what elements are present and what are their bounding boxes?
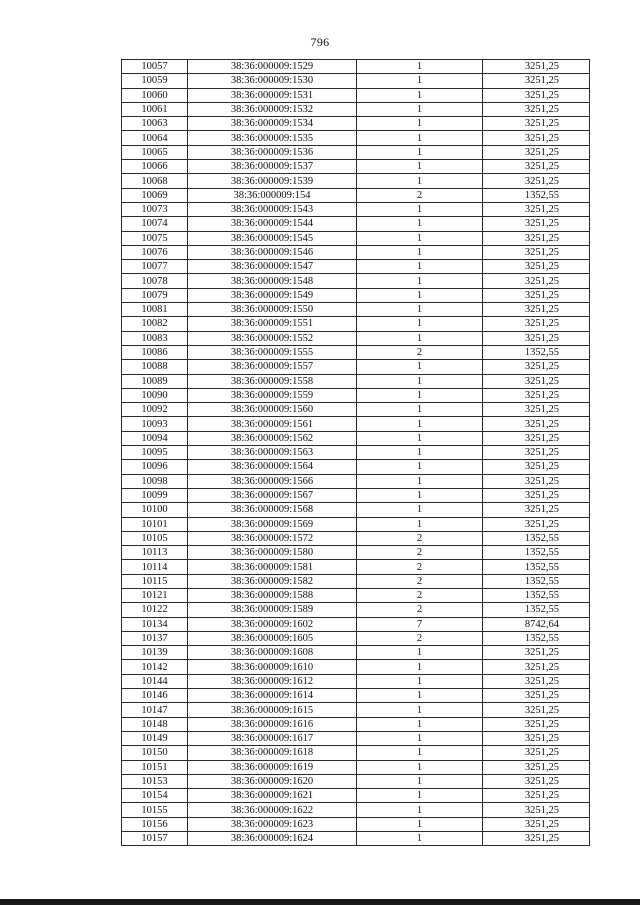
cadastral-number-cell: 38:36:000009:1555 (188, 345, 357, 359)
share-count-cell: 1 (357, 674, 483, 688)
cadastral-number-cell: 38:36:000009:1562 (188, 431, 357, 445)
record-number-cell: 10155 (122, 803, 188, 817)
record-number-cell: 10147 (122, 703, 188, 717)
area-value-cell: 3251,25 (483, 817, 590, 831)
record-number-cell: 10122 (122, 603, 188, 617)
table-row (122, 703, 590, 717)
area-value-cell: 3251,25 (483, 331, 590, 345)
record-number-cell: 10082 (122, 317, 188, 331)
share-count-cell: 1 (357, 774, 483, 788)
table-row (122, 588, 590, 602)
share-count-cell: 1 (357, 374, 483, 388)
record-number-cell: 10154 (122, 789, 188, 803)
record-number-cell: 10092 (122, 403, 188, 417)
area-value-cell: 3251,25 (483, 446, 590, 460)
record-number-cell: 10064 (122, 131, 188, 145)
table-row (122, 689, 590, 703)
record-number-cell: 10078 (122, 274, 188, 288)
record-number-cell: 10137 (122, 631, 188, 645)
record-number-cell: 10059 (122, 74, 188, 88)
cadastral-number-cell: 38:36:000009:1610 (188, 660, 357, 674)
record-number-cell: 10144 (122, 674, 188, 688)
cadastral-number-cell: 38:36:000009:1531 (188, 88, 357, 102)
area-value-cell: 3251,25 (483, 488, 590, 502)
cadastral-number-cell: 38:36:000009:1568 (188, 503, 357, 517)
cadastral-number-cell: 38:36:000009:1548 (188, 274, 357, 288)
share-count-cell: 1 (357, 160, 483, 174)
share-count-cell: 1 (357, 660, 483, 674)
cadastral-number-cell: 38:36:000009:1544 (188, 217, 357, 231)
record-number-cell: 10093 (122, 417, 188, 431)
record-number-cell: 10105 (122, 531, 188, 545)
record-number-cell: 10089 (122, 374, 188, 388)
table-row (122, 317, 590, 331)
share-count-cell: 7 (357, 617, 483, 631)
share-count-cell: 1 (357, 145, 483, 159)
table-row (122, 303, 590, 317)
area-value-cell: 3251,25 (483, 145, 590, 159)
record-number-cell: 10146 (122, 689, 188, 703)
table-row (122, 546, 590, 560)
share-count-cell: 2 (357, 574, 483, 588)
cadastral-number-cell: 38:36:000009:1549 (188, 288, 357, 302)
cadastral-number-cell: 38:36:000009:1624 (188, 832, 357, 846)
cadastral-number-cell: 38:36:000009:1530 (188, 74, 357, 88)
table-row (122, 331, 590, 345)
table-row (122, 131, 590, 145)
record-number-cell: 10153 (122, 774, 188, 788)
table-row (122, 388, 590, 402)
record-number-cell: 10069 (122, 188, 188, 202)
cadastral-number-cell: 38:36:000009:1582 (188, 574, 357, 588)
cadastral-number-cell: 38:36:000009:1560 (188, 403, 357, 417)
area-value-cell: 3251,25 (483, 689, 590, 703)
record-number-cell: 10099 (122, 488, 188, 502)
table-row (122, 517, 590, 531)
share-count-cell: 1 (357, 331, 483, 345)
table-row (122, 231, 590, 245)
area-value-cell: 3251,25 (483, 474, 590, 488)
record-number-cell: 10148 (122, 717, 188, 731)
share-count-cell: 1 (357, 503, 483, 517)
record-number-cell: 10139 (122, 646, 188, 660)
record-number-cell: 10057 (122, 60, 188, 74)
area-value-cell: 3251,25 (483, 174, 590, 188)
share-count-cell: 1 (357, 60, 483, 74)
share-count-cell: 1 (357, 388, 483, 402)
record-number-cell: 10081 (122, 303, 188, 317)
record-number-cell: 10094 (122, 431, 188, 445)
record-number-cell: 10095 (122, 446, 188, 460)
area-value-cell: 1352,55 (483, 574, 590, 588)
table-row (122, 474, 590, 488)
cadastral-number-cell: 38:36:000009:1532 (188, 102, 357, 116)
table-row (122, 217, 590, 231)
cadastral-number-cell: 38:36:000009:1605 (188, 631, 357, 645)
record-number-cell: 10068 (122, 174, 188, 188)
table-row (122, 174, 590, 188)
area-value-cell: 3251,25 (483, 160, 590, 174)
share-count-cell: 1 (357, 231, 483, 245)
cadastral-number-cell: 38:36:000009:1617 (188, 731, 357, 745)
area-value-cell: 1352,55 (483, 345, 590, 359)
table-row (122, 531, 590, 545)
share-count-cell: 1 (357, 832, 483, 846)
record-number-cell: 10076 (122, 245, 188, 259)
table-row (122, 403, 590, 417)
area-value-cell: 3251,25 (483, 360, 590, 374)
cadastral-number-cell: 38:36:000009:1602 (188, 617, 357, 631)
table-body (122, 60, 590, 846)
share-count-cell: 1 (357, 646, 483, 660)
area-value-cell: 3251,25 (483, 202, 590, 216)
table-row (122, 431, 590, 445)
share-count-cell: 1 (357, 174, 483, 188)
share-count-cell: 1 (357, 360, 483, 374)
table-row (122, 88, 590, 102)
table-row (122, 503, 590, 517)
cadastral-number-cell: 38:36:000009:1529 (188, 60, 357, 74)
table-row (122, 274, 590, 288)
cadastral-number-cell: 38:36:000009:1567 (188, 488, 357, 502)
area-value-cell: 3251,25 (483, 317, 590, 331)
share-count-cell: 2 (357, 631, 483, 645)
table-row (122, 717, 590, 731)
area-value-cell: 3251,25 (483, 217, 590, 231)
cadastral-number-cell: 38:36:000009:154 (188, 188, 357, 202)
share-count-cell: 2 (357, 560, 483, 574)
table-row (122, 789, 590, 803)
cadastral-number-cell: 38:36:000009:1537 (188, 160, 357, 174)
share-count-cell: 1 (357, 703, 483, 717)
area-value-cell: 3251,25 (483, 403, 590, 417)
record-number-cell: 10090 (122, 388, 188, 402)
cadastral-number-cell: 38:36:000009:1589 (188, 603, 357, 617)
share-count-cell: 1 (357, 202, 483, 216)
record-number-cell: 10063 (122, 117, 188, 131)
cadastral-number-cell: 38:36:000009:1563 (188, 446, 357, 460)
area-value-cell: 3251,25 (483, 274, 590, 288)
area-value-cell: 3251,25 (483, 803, 590, 817)
area-value-cell: 3251,25 (483, 660, 590, 674)
share-count-cell: 2 (357, 188, 483, 202)
share-count-cell: 1 (357, 717, 483, 731)
area-value-cell: 3251,25 (483, 646, 590, 660)
table-row (122, 574, 590, 588)
cadastral-number-cell: 38:36:000009:1612 (188, 674, 357, 688)
table-row (122, 460, 590, 474)
record-number-cell: 10101 (122, 517, 188, 531)
cadastral-number-cell: 38:36:000009:1572 (188, 531, 357, 545)
area-value-cell: 3251,25 (483, 517, 590, 531)
record-number-cell: 10096 (122, 460, 188, 474)
cadastral-number-cell: 38:36:000009:1559 (188, 388, 357, 402)
share-count-cell: 1 (357, 746, 483, 760)
cadastral-number-cell: 38:36:000009:1552 (188, 331, 357, 345)
record-number-cell: 10066 (122, 160, 188, 174)
table-row (122, 360, 590, 374)
cadastral-number-cell: 38:36:000009:1616 (188, 717, 357, 731)
record-number-cell: 10077 (122, 260, 188, 274)
area-value-cell: 3251,25 (483, 717, 590, 731)
table-row (122, 646, 590, 660)
cadastral-number-cell: 38:36:000009:1623 (188, 817, 357, 831)
cadastral-number-cell: 38:36:000009:1580 (188, 546, 357, 560)
share-count-cell: 1 (357, 789, 483, 803)
table-row (122, 832, 590, 846)
table-row (122, 160, 590, 174)
table-row (122, 345, 590, 359)
cadastral-number-cell: 38:36:000009:1535 (188, 131, 357, 145)
share-count-cell: 2 (357, 345, 483, 359)
area-value-cell: 3251,25 (483, 374, 590, 388)
land-plot-table (121, 59, 590, 846)
share-count-cell: 1 (357, 403, 483, 417)
record-number-cell: 10088 (122, 360, 188, 374)
area-value-cell: 3251,25 (483, 231, 590, 245)
share-count-cell: 1 (357, 303, 483, 317)
record-number-cell: 10113 (122, 546, 188, 560)
table-row (122, 774, 590, 788)
cadastral-number-cell: 38:36:000009:1622 (188, 803, 357, 817)
area-value-cell: 1352,55 (483, 546, 590, 560)
cadastral-number-cell: 38:36:000009:1557 (188, 360, 357, 374)
table-row (122, 374, 590, 388)
record-number-cell: 10079 (122, 288, 188, 302)
area-value-cell: 3251,25 (483, 102, 590, 116)
record-number-cell: 10149 (122, 731, 188, 745)
record-number-cell: 10156 (122, 817, 188, 831)
share-count-cell: 1 (357, 74, 483, 88)
table-row (122, 188, 590, 202)
table-row (122, 488, 590, 502)
share-count-cell: 2 (357, 531, 483, 545)
cadastral-number-cell: 38:36:000009:1545 (188, 231, 357, 245)
area-value-cell: 3251,25 (483, 789, 590, 803)
cadastral-number-cell: 38:36:000009:1543 (188, 202, 357, 216)
record-number-cell: 10114 (122, 560, 188, 574)
table-row (122, 817, 590, 831)
share-count-cell: 1 (357, 88, 483, 102)
cadastral-number-cell: 38:36:000009:1536 (188, 145, 357, 159)
share-count-cell: 1 (357, 760, 483, 774)
area-value-cell: 1352,55 (483, 560, 590, 574)
record-number-cell: 10121 (122, 588, 188, 602)
page-bottom-edge (0, 899, 640, 905)
share-count-cell: 2 (357, 588, 483, 602)
area-value-cell: 3251,25 (483, 746, 590, 760)
share-count-cell: 1 (357, 274, 483, 288)
record-number-cell: 10098 (122, 474, 188, 488)
share-count-cell: 1 (357, 689, 483, 703)
share-count-cell: 1 (357, 431, 483, 445)
share-count-cell: 1 (357, 245, 483, 259)
table-row (122, 631, 590, 645)
record-number-cell: 10061 (122, 102, 188, 116)
record-number-cell: 10115 (122, 574, 188, 588)
record-number-cell: 10150 (122, 746, 188, 760)
record-number-cell: 10100 (122, 503, 188, 517)
area-value-cell: 3251,25 (483, 388, 590, 402)
table-row (122, 288, 590, 302)
table-row (122, 746, 590, 760)
share-count-cell: 1 (357, 117, 483, 131)
area-value-cell: 1352,55 (483, 603, 590, 617)
record-number-cell: 10086 (122, 345, 188, 359)
table-row (122, 760, 590, 774)
table-row (122, 245, 590, 259)
area-value-cell: 1352,55 (483, 588, 590, 602)
cadastral-number-cell: 38:36:000009:1620 (188, 774, 357, 788)
share-count-cell: 1 (357, 217, 483, 231)
share-count-cell: 2 (357, 603, 483, 617)
area-value-cell: 3251,25 (483, 288, 590, 302)
share-count-cell: 1 (357, 102, 483, 116)
cadastral-number-cell: 38:36:000009:1588 (188, 588, 357, 602)
share-count-cell: 1 (357, 260, 483, 274)
table-row (122, 560, 590, 574)
cadastral-number-cell: 38:36:000009:1547 (188, 260, 357, 274)
area-value-cell: 3251,25 (483, 303, 590, 317)
cadastral-number-cell: 38:36:000009:1566 (188, 474, 357, 488)
area-value-cell: 3251,25 (483, 460, 590, 474)
record-number-cell: 10134 (122, 617, 188, 631)
share-count-cell: 1 (357, 288, 483, 302)
record-number-cell: 10075 (122, 231, 188, 245)
share-count-cell: 1 (357, 474, 483, 488)
record-number-cell: 10073 (122, 202, 188, 216)
cadastral-number-cell: 38:36:000009:1608 (188, 646, 357, 660)
cadastral-number-cell: 38:36:000009:1564 (188, 460, 357, 474)
page-number: 796 (310, 35, 330, 49)
cadastral-number-cell: 38:36:000009:1561 (188, 417, 357, 431)
share-count-cell: 1 (357, 417, 483, 431)
table-row (122, 674, 590, 688)
area-value-cell: 3251,25 (483, 760, 590, 774)
record-number-cell: 10060 (122, 88, 188, 102)
area-value-cell: 3251,25 (483, 832, 590, 846)
share-count-cell: 1 (357, 488, 483, 502)
area-value-cell: 3251,25 (483, 245, 590, 259)
table-row (122, 60, 590, 74)
record-number-cell: 10074 (122, 217, 188, 231)
area-value-cell: 1352,55 (483, 188, 590, 202)
cadastral-number-cell: 38:36:000009:1619 (188, 760, 357, 774)
area-value-cell: 1352,55 (483, 631, 590, 645)
share-count-cell: 1 (357, 731, 483, 745)
cadastral-number-cell: 38:36:000009:1551 (188, 317, 357, 331)
area-value-cell: 3251,25 (483, 131, 590, 145)
area-value-cell: 3251,25 (483, 417, 590, 431)
area-value-cell: 3251,25 (483, 774, 590, 788)
table-row (122, 417, 590, 431)
record-number-cell: 10151 (122, 760, 188, 774)
cadastral-number-cell: 38:36:000009:1621 (188, 789, 357, 803)
area-value-cell: 8742,64 (483, 617, 590, 631)
cadastral-number-cell: 38:36:000009:1581 (188, 560, 357, 574)
table-row (122, 446, 590, 460)
table-row (122, 145, 590, 159)
cadastral-number-cell: 38:36:000009:1614 (188, 689, 357, 703)
record-number-cell: 10083 (122, 331, 188, 345)
record-number-cell: 10142 (122, 660, 188, 674)
share-count-cell: 1 (357, 131, 483, 145)
share-count-cell: 1 (357, 317, 483, 331)
area-value-cell: 3251,25 (483, 503, 590, 517)
record-number-cell: 10157 (122, 832, 188, 846)
cadastral-number-cell: 38:36:000009:1618 (188, 746, 357, 760)
area-value-cell: 3251,25 (483, 703, 590, 717)
record-number-cell: 10065 (122, 145, 188, 159)
table-row (122, 117, 590, 131)
area-value-cell: 3251,25 (483, 431, 590, 445)
area-value-cell: 1352,55 (483, 531, 590, 545)
cadastral-number-cell: 38:36:000009:1546 (188, 245, 357, 259)
area-value-cell: 3251,25 (483, 60, 590, 74)
table-row (122, 260, 590, 274)
table-row (122, 731, 590, 745)
table-row (122, 803, 590, 817)
share-count-cell: 2 (357, 546, 483, 560)
table-row (122, 74, 590, 88)
area-value-cell: 3251,25 (483, 74, 590, 88)
table-row (122, 603, 590, 617)
share-count-cell: 1 (357, 517, 483, 531)
area-value-cell: 3251,25 (483, 260, 590, 274)
area-value-cell: 3251,25 (483, 731, 590, 745)
cadastral-number-cell: 38:36:000009:1558 (188, 374, 357, 388)
share-count-cell: 1 (357, 460, 483, 474)
area-value-cell: 3251,25 (483, 88, 590, 102)
cadastral-number-cell: 38:36:000009:1615 (188, 703, 357, 717)
cadastral-number-cell: 38:36:000009:1534 (188, 117, 357, 131)
table-row (122, 202, 590, 216)
area-value-cell: 3251,25 (483, 674, 590, 688)
cadastral-number-cell: 38:36:000009:1550 (188, 303, 357, 317)
table-row (122, 102, 590, 116)
area-value-cell: 3251,25 (483, 117, 590, 131)
share-count-cell: 1 (357, 446, 483, 460)
share-count-cell: 1 (357, 817, 483, 831)
share-count-cell: 1 (357, 803, 483, 817)
table-row (122, 660, 590, 674)
cadastral-number-cell: 38:36:000009:1539 (188, 174, 357, 188)
table-row (122, 617, 590, 631)
cadastral-number-cell: 38:36:000009:1569 (188, 517, 357, 531)
